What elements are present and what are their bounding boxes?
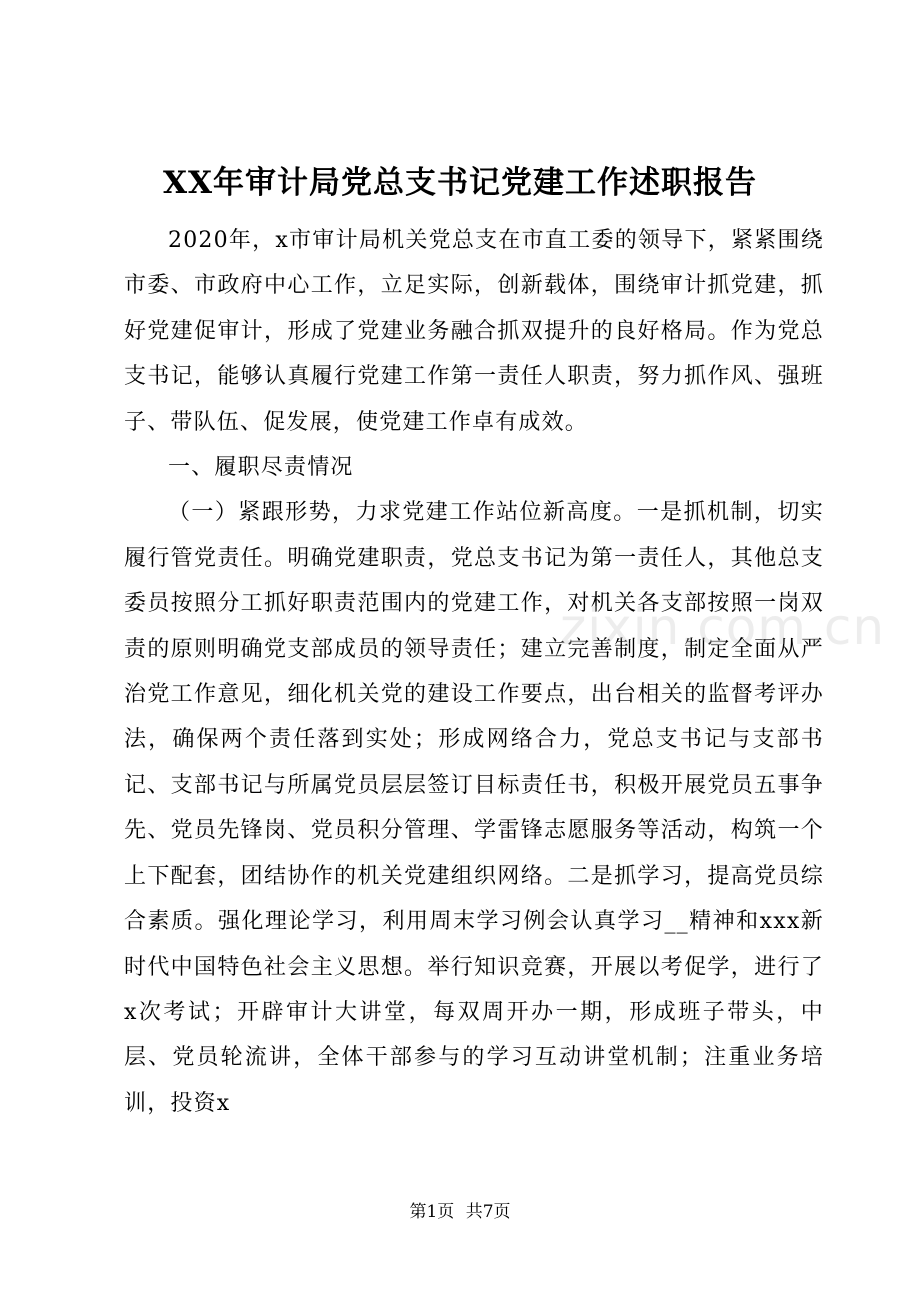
- paragraph-intro: 2020年，x市审计局机关党总支在市直工委的领导下，紧紧围绕市委、市政府中心工作，立足实际，创新载体，围绕审计抓党建，抓好党建促审计，形成了党建业务融合抓双提升的良好格局。作为党总支书记，能够认真履行党建工作第一责任人职责，努力抓作风、强班子、带队伍、促发展，使党建工作卓有成效。: [124, 228, 824, 435]
- document-title: XX年审计局党总支书记党建工作述职报告: [162, 165, 758, 201]
- paragraph-section-1: （一）紧跟形势，力求党建工作站位新高度。一是抓机制，切实履行管党责任。明确党建职责，党总支书记为第一责任人，其他总支委员按照分工抓好职责范围内的党建工作，对机关各支部按照一岗双责的原则明确党支部成员的领导责任；建立完善制度，制定全面从严治党工作意见，细化机关党的建设工作要点，出台相关的监督考评办法，确保两个责任落到实处；形成网络合力，党总支书记与支部书记、支部书记与所属党员层层签订目标责任书，积极开展党员五事争先、党员先锋岗、党员积分管理、学雷锋志愿服务等活动，构筑一个上下配套，团结协作的机关党建组织网络。二是抓学习，提高党员综合素质。强化理论学习，利用周末学习例会认真学习__精神和xxx新时代中国特色社会主义思想。举行知识竞赛，开展以考促学，进行了x次考试；开辟审计大讲堂，每双周开办一期，形成班子带头，中层、党员轮流讲，全体干部参与的学习互动讲堂机制；注重业务培训，投资x: [124, 500, 824, 1116]
- watermark: zixin.com.cn: [560, 598, 886, 656]
- document-body: [124, 218, 824, 1126]
- page-total: 共7页: [465, 1202, 511, 1222]
- page-footer: [0, 1200, 920, 1224]
- page-number: 第1页: [409, 1202, 455, 1222]
- section-heading: 一、履职尽责情况: [168, 455, 354, 481]
